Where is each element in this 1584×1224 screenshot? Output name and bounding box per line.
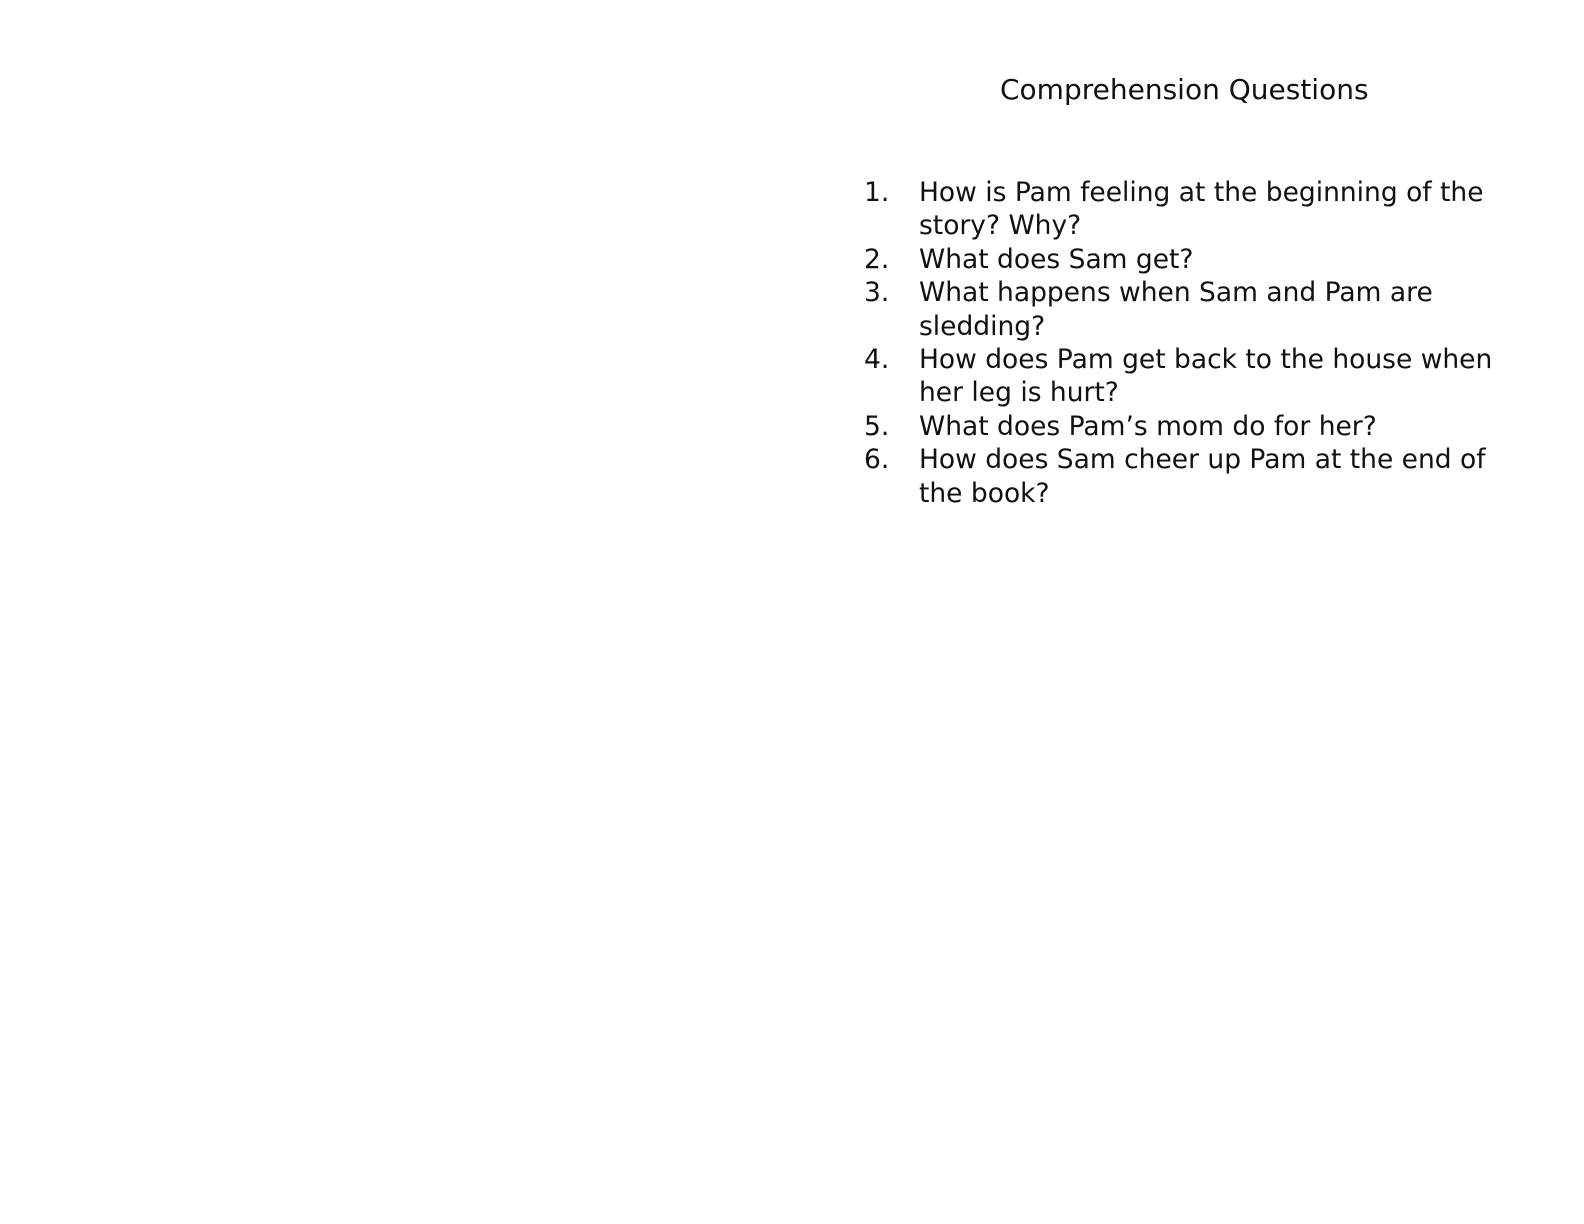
page-title: Comprehension Questions xyxy=(1000,73,1369,106)
question-number: 4. xyxy=(864,344,890,376)
question-text: How is Pam feeling at the beginning of the story? Why? xyxy=(919,177,1484,242)
question-number: 5. xyxy=(864,410,890,442)
question-number: 6. xyxy=(864,444,890,476)
question-number: 3. xyxy=(864,277,890,309)
question-text: How does Pam get back to the house when her leg is hurt? xyxy=(919,344,1493,409)
question-text: What happens when Sam and Pam are sledding? xyxy=(919,277,1433,342)
question-text: What does Sam get? xyxy=(919,243,1194,275)
question-text: How does Sam cheer up Pam at the end of the book? xyxy=(919,444,1486,509)
question-item xyxy=(864,176,1554,243)
question-item xyxy=(864,343,1554,410)
question-item xyxy=(864,243,1554,276)
question-number: 1. xyxy=(864,177,890,208)
question-list xyxy=(864,176,1554,510)
question-number: 2. xyxy=(864,243,890,275)
question-text: What does Pam’s mom do for her? xyxy=(919,410,1377,442)
question-item xyxy=(864,410,1554,443)
question-item xyxy=(864,443,1554,510)
question-item xyxy=(864,276,1554,343)
